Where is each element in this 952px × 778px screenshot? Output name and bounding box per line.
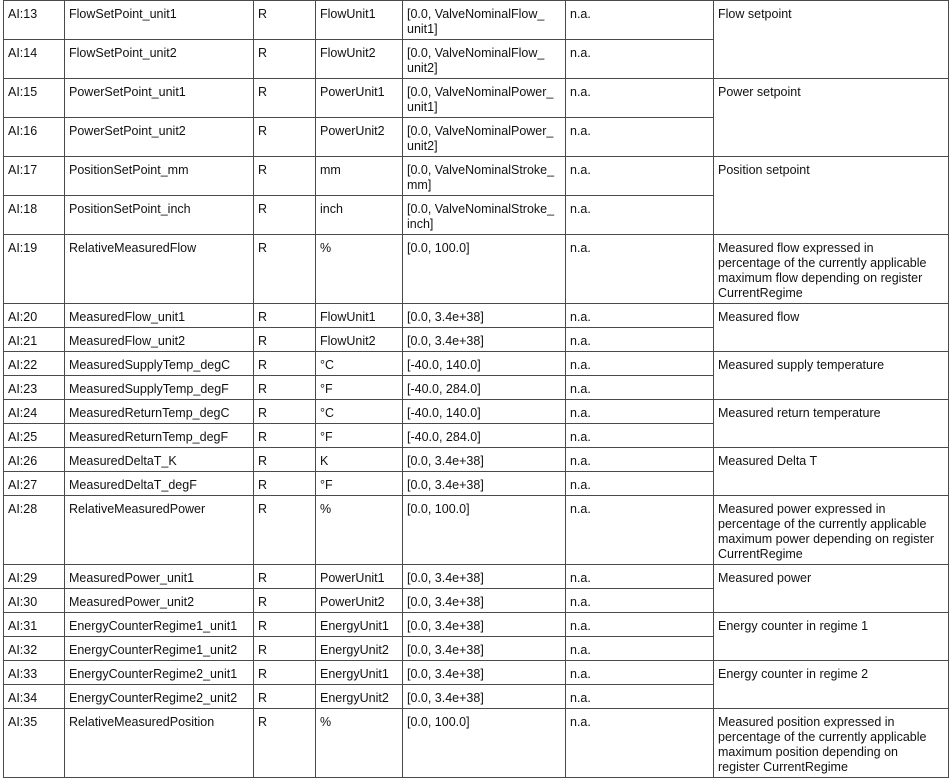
- range-cell: [-40.0, 140.0]: [403, 352, 566, 376]
- range-cell: [-40.0, 284.0]: [403, 376, 566, 400]
- description-cell: Measured flow expressed in percentage of the currently applicable maximum flow depending on register CurrentRegime: [714, 235, 949, 304]
- access-cell: R: [254, 496, 316, 565]
- unit-cell: °C: [316, 352, 403, 376]
- range-cell: [0.0, 3.4e+38]: [403, 637, 566, 661]
- range-cell: [0.0, 3.4e+38]: [403, 328, 566, 352]
- register-id-cell: AI:35: [4, 709, 65, 778]
- register-name-cell: EnergyCounterRegime2_unit1: [65, 661, 254, 685]
- unit-cell: EnergyUnit2: [316, 637, 403, 661]
- access-cell: R: [254, 589, 316, 613]
- description-cell: Flow setpoint: [714, 1, 949, 79]
- default-cell: n.a.: [566, 496, 714, 565]
- default-cell: n.a.: [566, 613, 714, 637]
- default-cell: n.a.: [566, 685, 714, 709]
- description-cell: Energy counter in regime 1: [714, 613, 949, 661]
- default-cell: n.a.: [566, 376, 714, 400]
- table-row: [4, 352, 949, 376]
- access-cell: R: [254, 661, 316, 685]
- register-name-cell: MeasuredDeltaT_K: [65, 448, 254, 472]
- range-cell: [0.0, 3.4e+38]: [403, 565, 566, 589]
- access-cell: R: [254, 157, 316, 196]
- range-cell: [0.0, 3.4e+38]: [403, 685, 566, 709]
- default-cell: n.a.: [566, 235, 714, 304]
- table-row: [4, 565, 949, 589]
- table-row: [4, 235, 949, 304]
- description-cell: Measured flow: [714, 304, 949, 352]
- description-cell: Position setpoint: [714, 157, 949, 235]
- unit-cell: PowerUnit1: [316, 79, 403, 118]
- register-id-cell: AI:16: [4, 118, 65, 157]
- register-id-cell: AI:26: [4, 448, 65, 472]
- description-cell: Measured supply temperature: [714, 352, 949, 400]
- register-name-cell: MeasuredFlow_unit2: [65, 328, 254, 352]
- access-cell: R: [254, 424, 316, 448]
- register-name-cell: FlowSetPoint_unit2: [65, 40, 254, 79]
- register-id-cell: AI:22: [4, 352, 65, 376]
- default-cell: n.a.: [566, 328, 714, 352]
- table-row: [4, 79, 949, 118]
- register-id-cell: AI:21: [4, 328, 65, 352]
- range-cell: [0.0, 3.4e+38]: [403, 448, 566, 472]
- default-cell: n.a.: [566, 661, 714, 685]
- register-name-cell: MeasuredPower_unit2: [65, 589, 254, 613]
- access-cell: R: [254, 79, 316, 118]
- range-cell: [-40.0, 140.0]: [403, 400, 566, 424]
- access-cell: R: [254, 376, 316, 400]
- unit-cell: PowerUnit1: [316, 565, 403, 589]
- access-cell: R: [254, 565, 316, 589]
- register-table: [3, 0, 949, 778]
- register-name-cell: FlowSetPoint_unit1: [65, 1, 254, 40]
- unit-cell: PowerUnit2: [316, 118, 403, 157]
- default-cell: n.a.: [566, 79, 714, 118]
- register-name-cell: RelativeMeasuredFlow: [65, 235, 254, 304]
- range-cell: [0.0, 3.4e+38]: [403, 661, 566, 685]
- range-cell: [0.0, 100.0]: [403, 235, 566, 304]
- register-name-cell: EnergyCounterRegime1_unit2: [65, 637, 254, 661]
- default-cell: n.a.: [566, 400, 714, 424]
- range-cell: [0.0, 100.0]: [403, 496, 566, 565]
- access-cell: R: [254, 118, 316, 157]
- register-name-cell: PositionSetPoint_inch: [65, 196, 254, 235]
- default-cell: n.a.: [566, 709, 714, 778]
- default-cell: n.a.: [566, 589, 714, 613]
- table-row: [4, 448, 949, 472]
- unit-cell: °C: [316, 400, 403, 424]
- description-cell: Measured position expressed in percentage of the currently applicable maximum position depending on register CurrentRegime: [714, 709, 949, 778]
- range-cell: [0.0, ValveNominalFlow_ unit2]: [403, 40, 566, 79]
- register-name-cell: PositionSetPoint_mm: [65, 157, 254, 196]
- unit-cell: EnergyUnit2: [316, 685, 403, 709]
- register-name-cell: MeasuredFlow_unit1: [65, 304, 254, 328]
- register-name-cell: MeasuredDeltaT_degF: [65, 472, 254, 496]
- register-id-cell: AI:32: [4, 637, 65, 661]
- default-cell: n.a.: [566, 424, 714, 448]
- description-cell: Measured power: [714, 565, 949, 613]
- access-cell: R: [254, 196, 316, 235]
- access-cell: R: [254, 328, 316, 352]
- access-cell: R: [254, 352, 316, 376]
- register-id-cell: AI:27: [4, 472, 65, 496]
- unit-cell: K: [316, 448, 403, 472]
- table-row: [4, 400, 949, 424]
- register-id-cell: AI:30: [4, 589, 65, 613]
- unit-cell: °F: [316, 472, 403, 496]
- range-cell: [0.0, 3.4e+38]: [403, 472, 566, 496]
- access-cell: R: [254, 472, 316, 496]
- default-cell: n.a.: [566, 304, 714, 328]
- access-cell: R: [254, 235, 316, 304]
- range-cell: [0.0, 100.0]: [403, 709, 566, 778]
- unit-cell: °F: [316, 424, 403, 448]
- register-id-cell: AI:15: [4, 79, 65, 118]
- register-id-cell: AI:28: [4, 496, 65, 565]
- description-cell: Measured power expressed in percentage of the currently applicable maximum power depending on register CurrentRegime: [714, 496, 949, 565]
- register-id-cell: AI:19: [4, 235, 65, 304]
- default-cell: n.a.: [566, 196, 714, 235]
- register-name-cell: RelativeMeasuredPower: [65, 496, 254, 565]
- access-cell: R: [254, 40, 316, 79]
- unit-cell: PowerUnit2: [316, 589, 403, 613]
- table-row: [4, 709, 949, 778]
- register-name-cell: MeasuredReturnTemp_degC: [65, 400, 254, 424]
- unit-cell: FlowUnit1: [316, 304, 403, 328]
- default-cell: n.a.: [566, 472, 714, 496]
- register-name-cell: MeasuredReturnTemp_degF: [65, 424, 254, 448]
- register-name-cell: PowerSetPoint_unit1: [65, 79, 254, 118]
- default-cell: n.a.: [566, 565, 714, 589]
- register-id-cell: AI:33: [4, 661, 65, 685]
- access-cell: R: [254, 448, 316, 472]
- register-name-cell: MeasuredSupplyTemp_degC: [65, 352, 254, 376]
- register-id-cell: AI:24: [4, 400, 65, 424]
- range-cell: [0.0, ValveNominalPower_ unit1]: [403, 79, 566, 118]
- range-cell: [0.0, 3.4e+38]: [403, 304, 566, 328]
- register-id-cell: AI:31: [4, 613, 65, 637]
- unit-cell: FlowUnit2: [316, 40, 403, 79]
- unit-cell: inch: [316, 196, 403, 235]
- table-row: [4, 613, 949, 637]
- description-cell: Measured Delta T: [714, 448, 949, 496]
- register-id-cell: AI:20: [4, 304, 65, 328]
- unit-cell: %: [316, 235, 403, 304]
- register-name-cell: EnergyCounterRegime2_unit2: [65, 685, 254, 709]
- unit-cell: mm: [316, 157, 403, 196]
- range-cell: [0.0, ValveNominalStroke_ mm]: [403, 157, 566, 196]
- default-cell: n.a.: [566, 448, 714, 472]
- table-row: [4, 1, 949, 40]
- access-cell: R: [254, 613, 316, 637]
- register-name-cell: PowerSetPoint_unit2: [65, 118, 254, 157]
- default-cell: n.a.: [566, 40, 714, 79]
- unit-cell: EnergyUnit1: [316, 613, 403, 637]
- range-cell: [0.0, ValveNominalPower_ unit2]: [403, 118, 566, 157]
- unit-cell: %: [316, 496, 403, 565]
- default-cell: n.a.: [566, 1, 714, 40]
- range-cell: [0.0, 3.4e+38]: [403, 589, 566, 613]
- unit-cell: %: [316, 709, 403, 778]
- range-cell: [-40.0, 284.0]: [403, 424, 566, 448]
- register-id-cell: AI:29: [4, 565, 65, 589]
- unit-cell: FlowUnit2: [316, 328, 403, 352]
- default-cell: n.a.: [566, 157, 714, 196]
- register-id-cell: AI:13: [4, 1, 65, 40]
- table-row: [4, 157, 949, 196]
- unit-cell: EnergyUnit1: [316, 661, 403, 685]
- register-name-cell: RelativeMeasuredPosition: [65, 709, 254, 778]
- register-id-cell: AI:34: [4, 685, 65, 709]
- range-cell: [0.0, ValveNominalStroke_ inch]: [403, 196, 566, 235]
- unit-cell: FlowUnit1: [316, 1, 403, 40]
- access-cell: R: [254, 709, 316, 778]
- table-row: [4, 661, 949, 685]
- access-cell: R: [254, 685, 316, 709]
- register-name-cell: MeasuredPower_unit1: [65, 565, 254, 589]
- table-row: [4, 304, 949, 328]
- description-cell: Energy counter in regime 2: [714, 661, 949, 709]
- default-cell: n.a.: [566, 118, 714, 157]
- description-cell: Measured return temperature: [714, 400, 949, 448]
- register-table-body: [4, 1, 949, 778]
- access-cell: R: [254, 1, 316, 40]
- access-cell: R: [254, 637, 316, 661]
- register-id-cell: AI:17: [4, 157, 65, 196]
- default-cell: n.a.: [566, 352, 714, 376]
- description-cell: Power setpoint: [714, 79, 949, 157]
- table-row: [4, 496, 949, 565]
- range-cell: [0.0, 3.4e+38]: [403, 613, 566, 637]
- register-id-cell: AI:14: [4, 40, 65, 79]
- range-cell: [0.0, ValveNominalFlow_ unit1]: [403, 1, 566, 40]
- register-id-cell: AI:23: [4, 376, 65, 400]
- register-id-cell: AI:18: [4, 196, 65, 235]
- default-cell: n.a.: [566, 637, 714, 661]
- register-name-cell: MeasuredSupplyTemp_degF: [65, 376, 254, 400]
- access-cell: R: [254, 400, 316, 424]
- unit-cell: °F: [316, 376, 403, 400]
- register-id-cell: AI:25: [4, 424, 65, 448]
- register-name-cell: EnergyCounterRegime1_unit1: [65, 613, 254, 637]
- access-cell: R: [254, 304, 316, 328]
